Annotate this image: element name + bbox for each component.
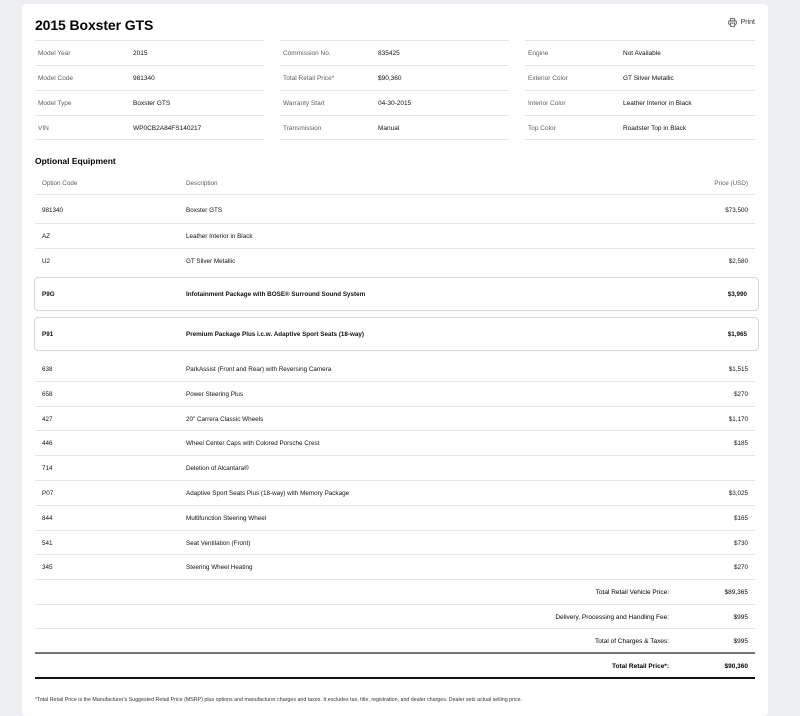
spec-row: [280, 90, 509, 115]
option-price: $1,965: [727, 331, 747, 338]
option-description: ParkAssist (Front and Rear) with Reversing Camera: [186, 366, 332, 373]
option-description: Power Steering Plus: [186, 391, 244, 398]
spec-value: GT Silver Metallic: [623, 75, 674, 82]
spec-row: [525, 65, 755, 90]
spec-row: [280, 115, 509, 140]
spec-label: Total Retail Price*: [283, 75, 335, 82]
equipment-row: [35, 555, 755, 580]
equipment-row: [35, 531, 755, 555]
print-button[interactable]: [728, 18, 755, 27]
option-code: 981340: [42, 207, 64, 214]
spec-value: Boxster GTS: [133, 100, 171, 107]
option-code: U2: [42, 258, 51, 265]
spec-value: Manual: [378, 125, 400, 132]
spec-row: [280, 40, 509, 65]
spec-label: VIN: [38, 125, 49, 132]
equipment-table-header: [35, 173, 755, 195]
spec-value: $90,360: [378, 75, 402, 82]
spec-row: [525, 115, 755, 140]
delivery-fee-label: Delivery, Processing and Handling Fee:: [555, 614, 669, 621]
option-code-header: Option Code: [42, 180, 78, 187]
option-price: $165: [733, 515, 748, 522]
option-code: 427: [42, 416, 53, 423]
option-code: 541: [42, 540, 53, 547]
package-row[interactable]: [34, 277, 759, 311]
spec-label: Warranty Start: [283, 100, 325, 107]
spec-row: [525, 90, 755, 115]
spec-row: [35, 65, 264, 90]
delivery-fee-row: [35, 605, 755, 629]
print-label: Print: [740, 19, 755, 26]
equipment-row: [35, 431, 755, 456]
spec-value: 2015: [133, 50, 148, 57]
total-vehicle-price-value: $89,365: [724, 589, 748, 596]
option-price: $730: [733, 540, 748, 547]
option-description: Premium Package Plus i.c.w. Adaptive Sport Seats (18-way): [186, 331, 365, 338]
equipment-row: [35, 382, 755, 407]
spec-row: [35, 115, 264, 140]
price-header: Price (USD): [714, 180, 748, 187]
option-price: $73,500: [725, 207, 748, 214]
option-price: $2,580: [728, 258, 748, 265]
option-code: P91: [42, 331, 54, 338]
spec-label: Commission No.: [283, 50, 331, 57]
vehicle-price-row: [35, 580, 755, 605]
grand-total-row: [35, 652, 755, 679]
spec-value: WP0CB2A84FS140217: [133, 125, 202, 132]
delivery-fee-value: $995: [733, 614, 748, 621]
option-price: $1,170: [728, 416, 748, 423]
spec-label: Engine: [528, 50, 549, 57]
total-retail-price-label: Total Retail Price*:: [612, 663, 669, 670]
spec-label: Interior Color: [528, 100, 566, 107]
option-description: Adaptive Sport Seats Plus (18-way) with Memory Package: [186, 490, 350, 497]
option-description: Seat Ventilation (Front): [186, 540, 251, 547]
spec-value: Roadster Top in Black: [623, 125, 687, 132]
spec-label: Top Color: [528, 125, 556, 132]
printer-icon: [728, 18, 737, 27]
spec-row: [35, 90, 264, 115]
total-charges-value: $995: [733, 638, 748, 645]
option-code: 658: [42, 391, 53, 398]
option-description: Multifunction Steering Wheel: [186, 515, 267, 522]
option-description: GT Silver Metallic: [186, 258, 236, 265]
charges-row: [35, 629, 755, 652]
option-code: P9G: [42, 291, 55, 298]
equipment-row: [35, 356, 755, 382]
option-code: 446: [42, 440, 53, 447]
option-description: Leather Interior in Black: [186, 233, 253, 240]
option-code: 714: [42, 465, 53, 472]
option-price: $270: [733, 391, 748, 398]
option-price: $185: [733, 440, 748, 447]
option-description: 20" Carrera Classic Wheels: [186, 416, 264, 423]
equipment-row: [35, 407, 755, 431]
optional-equipment-heading: Optional Equipment: [35, 156, 116, 166]
option-code: P07: [42, 490, 54, 497]
option-description: Infotainment Package with BOSE® Surround Sound System: [186, 291, 366, 298]
option-description: Steering Wheel Heating: [186, 564, 253, 571]
spec-value: 04-30-2015: [378, 100, 412, 107]
specs-column-3: [525, 40, 755, 140]
spec-label: Exterior Color: [528, 75, 568, 82]
option-code: 345: [42, 564, 53, 571]
option-code: 638: [42, 366, 53, 373]
option-description: Boxster GTS: [186, 207, 223, 214]
total-retail-price-value: $90,360: [724, 663, 748, 670]
package-row[interactable]: [34, 317, 759, 351]
option-description: Wheel Center Caps with Colored Porsche Crest: [186, 440, 320, 447]
spec-label: Transmission: [283, 125, 322, 132]
page-title: 2015 Boxster GTS: [35, 17, 154, 33]
total-vehicle-price-label: Total Retail Vehicle Price:: [595, 589, 669, 596]
equipment-row: [35, 456, 755, 481]
equipment-row: [35, 195, 755, 224]
equipment-row: [35, 249, 755, 274]
vehicle-detail-card: [22, 4, 768, 716]
option-description: Deletion of Alcantara®: [186, 465, 249, 472]
spec-row: [280, 65, 509, 90]
option-price: $3,990: [727, 291, 747, 298]
equipment-row: [35, 224, 755, 249]
price-footnote: *Total Retail Price is the Manufacturer's Suggested Retail Price (MSRP) plus options and manufacturer charges and taxes. It excludes tax, title, registration, and dealer charges. Dealer sets actual selling price.: [35, 697, 523, 703]
spec-value: 835425: [378, 50, 400, 57]
specs-column-2: [280, 40, 509, 140]
spec-row: [35, 40, 264, 65]
spec-value: Leather Interior in Black: [623, 100, 692, 107]
total-charges-label: Total of Charges & Taxes:: [595, 638, 669, 645]
specs-column-1: [35, 40, 264, 140]
equipment-row: [35, 481, 755, 506]
spec-label: Model Code: [38, 75, 74, 82]
option-price: $3,025: [728, 490, 748, 497]
option-code: 844: [42, 515, 53, 522]
option-price: $270: [733, 564, 748, 571]
spec-label: Model Year: [38, 50, 71, 57]
spec-label: Model Type: [38, 100, 72, 107]
option-code: AZ: [42, 233, 51, 240]
spec-row: [525, 40, 755, 65]
description-header: Description: [186, 180, 218, 187]
option-price: $1,515: [728, 366, 748, 373]
spec-value: Not Available: [623, 50, 661, 57]
spec-value: 981340: [133, 75, 155, 82]
equipment-row: [35, 506, 755, 531]
